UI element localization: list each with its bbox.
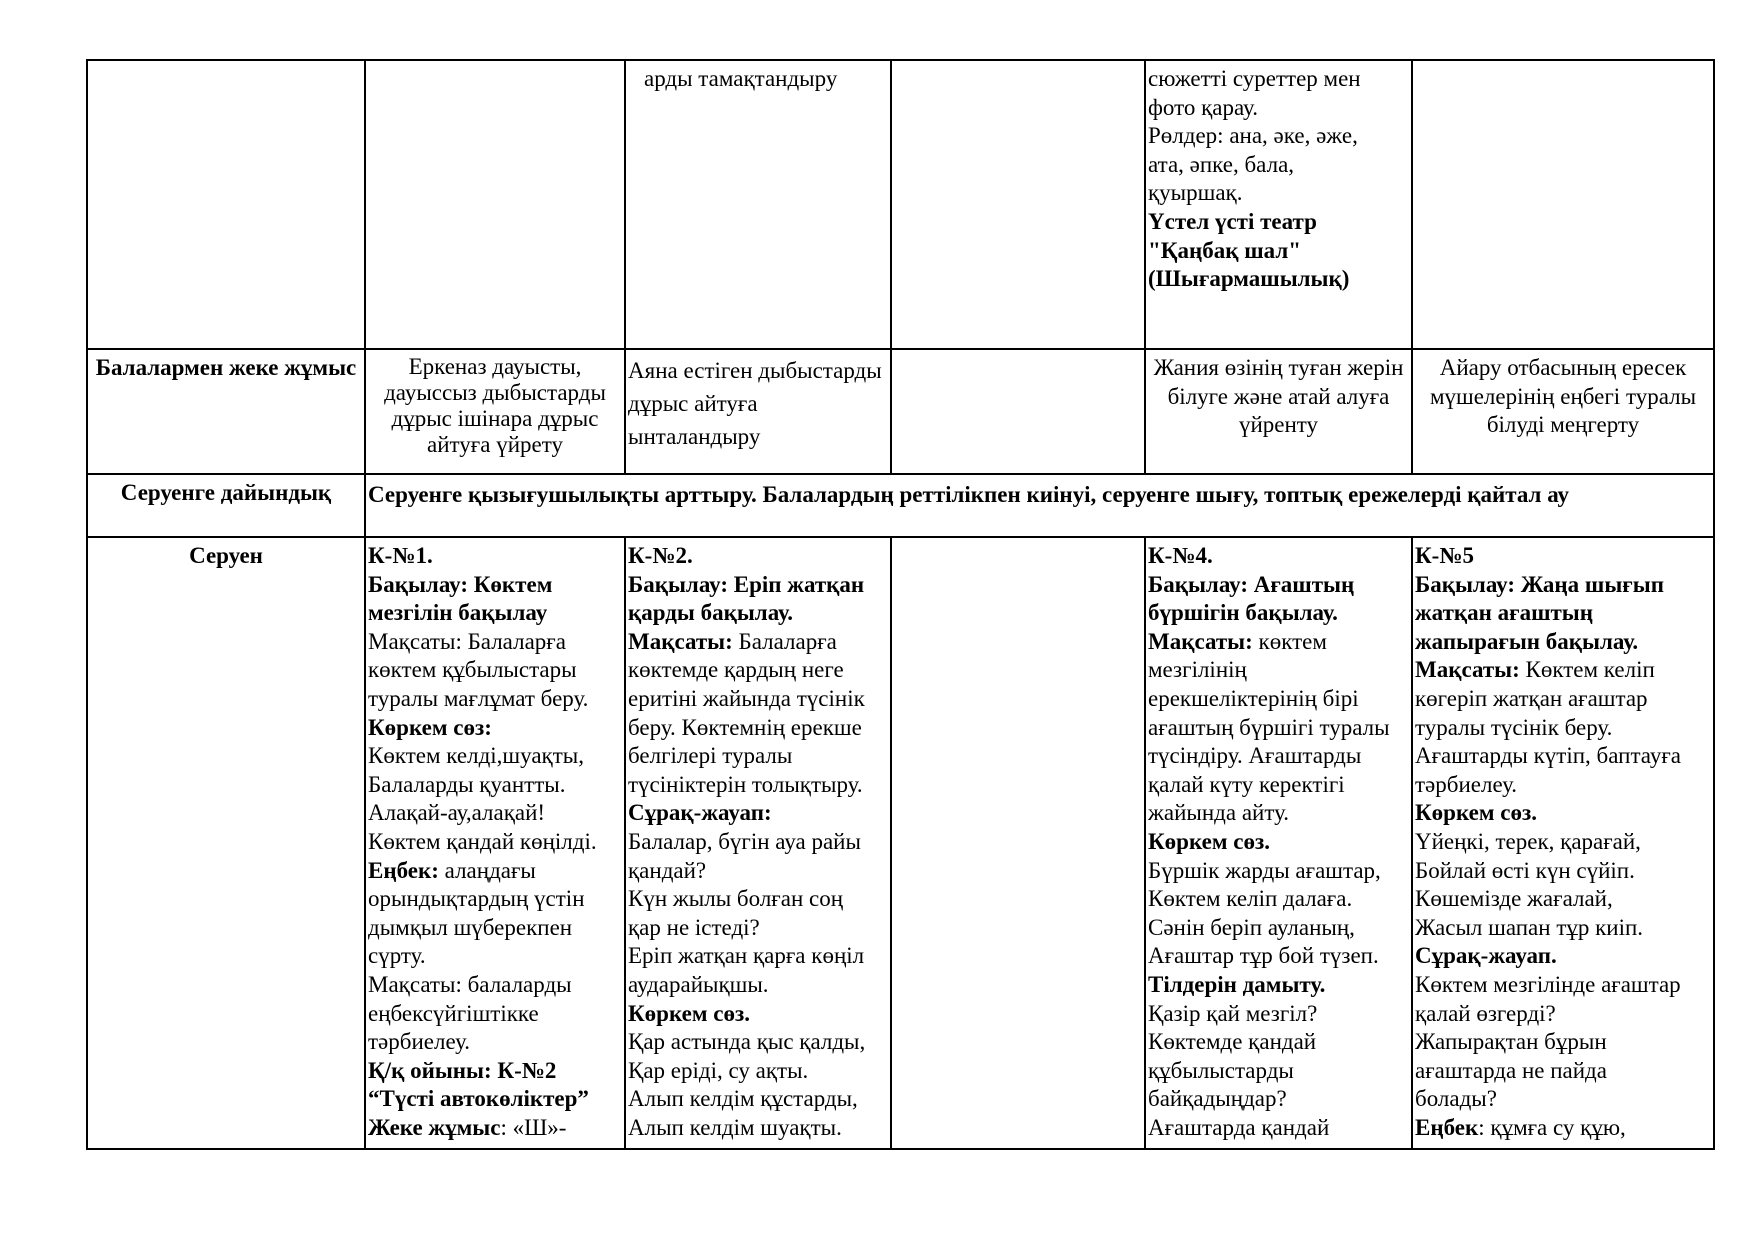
text-segment: Ағаштарды күтіп, баптауға — [1415, 743, 1681, 769]
text-line — [1148, 599, 1409, 628]
text-line — [628, 1114, 888, 1143]
text-line — [1415, 685, 1711, 714]
text-line — [368, 1114, 622, 1143]
plan-table — [86, 59, 1715, 1150]
row4-cell-3 — [625, 537, 891, 1149]
text-segment: ағаштың бүршігі туралы — [1148, 714, 1390, 740]
text-line — [628, 885, 888, 914]
bold-segment: К-№4. — [1148, 543, 1213, 568]
row1-cell-3 — [625, 60, 891, 349]
text-line — [1148, 685, 1409, 714]
text-line — [1148, 656, 1409, 685]
text-line — [1148, 571, 1409, 600]
text-segment: Ағаштарда қандай — [1148, 1114, 1330, 1140]
table-row — [87, 474, 1714, 537]
text-line — [368, 771, 622, 800]
text-segment: еңбексүйгіштікке — [368, 1000, 539, 1026]
text-line — [628, 857, 888, 886]
text-segment: Қазір қай мезгіл? — [1148, 1000, 1318, 1026]
text-segment: Алақай-ау,алақай! — [368, 800, 546, 826]
text-line — [628, 656, 888, 685]
text-line — [1415, 714, 1711, 743]
text-line — [628, 1028, 888, 1057]
row3-merged-cell: Серуенге қызығушылықты арттыру. Балалардың реттілікпен киінуі, серуенге шығу, топтық ережелерді қайтал ау — [365, 474, 1714, 537]
text-segment: белгілері туралы — [628, 743, 793, 769]
text-line — [1415, 542, 1711, 571]
row2-cell-5: Жания өзінің туған жерін білуге және атай алуға үйренту — [1145, 349, 1412, 474]
text-line — [1415, 885, 1711, 914]
text-line — [1148, 942, 1409, 971]
text-segment: Үйеңкі, терек, қарағай, — [1415, 828, 1641, 854]
text-line — [1415, 571, 1711, 600]
text-segment: Күн жылы болған соң — [628, 886, 844, 912]
row1-cell-1 — [87, 60, 365, 349]
text-segment: Көктем келді,шуақты, — [368, 743, 584, 769]
text-segment: қалай өзгерді? — [1415, 1000, 1556, 1026]
text-segment: ағаштарда не пайда — [1415, 1057, 1607, 1083]
text-segment: : құмға су құю, — [1478, 1114, 1626, 1140]
text-line — [628, 799, 888, 828]
text-segment: Мақсаты: Балаларға — [368, 628, 566, 654]
text-line — [1148, 1085, 1409, 1114]
text-segment: орындықтардың үстін — [368, 886, 585, 912]
text-line: фото қарау. — [1148, 94, 1258, 120]
text-line — [1148, 1114, 1409, 1143]
text-line — [1415, 742, 1711, 771]
text-segment: құбылыстарды — [1148, 1057, 1294, 1083]
text-line — [368, 571, 622, 600]
table-row — [87, 349, 1714, 474]
row-label-individual-work: Балалармен жеке жұмыс — [87, 349, 365, 474]
text-segment: Алып келдім құстарды, — [628, 1086, 858, 1112]
text-segment: Мақсаты: балаларды — [368, 971, 572, 997]
bold-segment: Бақылау: Жаңа шығып — [1415, 571, 1664, 597]
text-line — [368, 828, 622, 857]
row1-cell-3-text: арды тамақтандыру — [644, 66, 838, 91]
text-line: Үстел үсті театр — [1148, 208, 1317, 234]
text-line — [628, 828, 888, 857]
text-segment: Балаларды қуантты. — [368, 771, 566, 797]
bold-segment: Бақылау: Еріп жатқан — [628, 571, 865, 597]
text-segment: туралы түсінік беру. — [1415, 714, 1613, 740]
text-segment: Қар астында қыс қалды, — [628, 1029, 866, 1055]
text-line: "Қаңбақ шал" — [1148, 237, 1301, 263]
text-segment: тәрбиелеу. — [1415, 771, 1518, 797]
text-line — [368, 799, 622, 828]
bold-segment: Еңбек: — [368, 857, 439, 883]
text-line — [628, 571, 888, 600]
text-line — [1415, 914, 1711, 943]
bold-segment: К-№2. — [628, 543, 693, 568]
text-line — [1148, 914, 1409, 943]
text-line — [1148, 799, 1409, 828]
text-line — [1148, 828, 1409, 857]
text-line — [368, 685, 622, 714]
row1-cell-5 — [1145, 60, 1412, 349]
bold-segment: Тілдерін дамыту. — [1148, 971, 1326, 997]
text-segment: Балаларға — [732, 628, 837, 654]
text-line — [628, 628, 888, 657]
bold-segment: Мақсаты: — [1415, 657, 1520, 683]
text-line: ата, әпке, бала, — [1148, 151, 1295, 177]
bold-segment: Сұрақ-жауап: — [628, 800, 772, 826]
text-segment: Ағаштар тұр бой түзеп. — [1148, 943, 1379, 969]
bold-segment: “Түсті автокөліктер” — [368, 1086, 589, 1112]
text-line — [368, 656, 622, 685]
text-line — [1415, 1028, 1711, 1057]
bold-segment: Бақылау: Ағаштың — [1148, 571, 1355, 597]
text-line — [628, 771, 888, 800]
bold-segment: мезгілін бақылау — [368, 600, 548, 626]
text-line — [1415, 628, 1711, 657]
text-line — [368, 1000, 622, 1029]
text-line — [368, 599, 622, 628]
text-line — [1415, 656, 1711, 685]
text-line — [1148, 771, 1409, 800]
text-segment: Көктем келіп далаға. — [1148, 886, 1353, 912]
bold-segment: Көркем сөз. — [628, 1000, 750, 1026]
text-segment: қалай күту керектігі — [1148, 771, 1345, 797]
text-line: қуыршақ. — [1148, 180, 1243, 206]
bold-segment: Сұрақ-жауап. — [1415, 943, 1557, 969]
text-line — [628, 599, 888, 628]
text-line — [1148, 542, 1409, 571]
text-line — [1415, 599, 1711, 628]
table-row — [87, 60, 1714, 349]
text-line — [368, 1057, 622, 1086]
text-segment: аударайықшы. — [628, 971, 769, 997]
text-segment: туралы мағлұмат беру. — [368, 685, 589, 711]
text-segment: Көшемізде жағалай, — [1415, 886, 1613, 912]
text-line — [1415, 771, 1711, 800]
text-line — [628, 542, 888, 571]
bold-segment: жапырағын бақылау. — [1415, 628, 1639, 654]
text-line — [1148, 742, 1409, 771]
text-line — [1148, 714, 1409, 743]
text-segment: ерекшеліктерінің бірі — [1148, 685, 1359, 711]
row2-cell-6: Айару отбасының ересек мүшелерінің еңбегі туралы білуді меңгерту — [1412, 349, 1714, 474]
text-segment: мезгілінің — [1148, 657, 1247, 683]
bold-segment: Көркем сөз: — [368, 714, 492, 740]
row1-cell-6 — [1412, 60, 1714, 349]
text-line — [1148, 1057, 1409, 1086]
text-segment: Көктем мезгілінде ағаштар — [1415, 971, 1681, 997]
text-line — [628, 742, 888, 771]
row1-cell-2 — [365, 60, 625, 349]
text-segment: дымқыл шүберекпен — [368, 914, 573, 940]
text-line — [368, 885, 622, 914]
text-line — [628, 971, 888, 1000]
text-line — [628, 1000, 888, 1029]
bold-segment: Жеке жұмыс — [368, 1114, 501, 1140]
text-segment: Бойлай өсті күн сүйіп. — [1415, 857, 1635, 883]
text-line — [368, 857, 622, 886]
bold-segment: Еңбек — [1415, 1114, 1479, 1140]
row2-cell-4 — [891, 349, 1145, 474]
text-segment: беру. Көктемнің ерекше — [628, 714, 862, 740]
row-label-walk: Серуен — [87, 537, 365, 1149]
row4-cell-2 — [365, 537, 625, 1149]
bold-segment: Көркем сөз. — [1415, 800, 1537, 826]
bold-segment: Мақсаты: — [1148, 628, 1253, 654]
text-segment: қар не істеді? — [628, 914, 760, 940]
text-line: Рөлдер: ана, әке, әже, — [1148, 123, 1358, 149]
text-segment: Көктем қандай көңілді. — [368, 828, 597, 854]
bold-segment: Бақылау: Көктем — [368, 571, 553, 597]
text-line — [1415, 828, 1711, 857]
row1-cell-4 — [891, 60, 1145, 349]
text-line — [368, 1028, 622, 1057]
text-line — [1415, 971, 1711, 1000]
text-line: сюжетті суреттер мен — [1148, 66, 1361, 91]
table-row — [87, 537, 1714, 1149]
bold-segment: Қ/қ ойыны: К-№2 — [368, 1057, 557, 1083]
bold-segment: Мақсаты: — [628, 628, 733, 654]
bold-segment: К-№5 — [1415, 543, 1474, 568]
bold-segment: жатқан ағаштың — [1415, 600, 1594, 626]
text-line — [368, 942, 622, 971]
text-line — [368, 742, 622, 771]
text-line: (Шығармашылық) — [1148, 266, 1350, 292]
text-segment: Жапырақтан бұрын — [1415, 1029, 1607, 1055]
text-segment: көктем құбылыстары — [368, 657, 577, 683]
text-segment: Қар еріді, су ақты. — [628, 1057, 809, 1083]
text-line — [1148, 885, 1409, 914]
text-line — [368, 1085, 622, 1114]
text-segment: көгеріп жатқан ағаштар — [1415, 685, 1648, 711]
text-segment: алаңдағы — [438, 857, 536, 883]
text-line — [1415, 942, 1711, 971]
text-segment: сүрту. — [368, 943, 426, 969]
text-line — [1148, 1028, 1409, 1057]
text-line — [1415, 1085, 1711, 1114]
text-line — [1415, 1114, 1711, 1143]
text-segment: Көктем келіп — [1519, 657, 1655, 683]
text-segment: : «Ш»- — [500, 1114, 567, 1140]
text-line — [1148, 857, 1409, 886]
text-segment: Еріп жатқан қарға көңіл — [628, 943, 865, 969]
text-segment: тәрбиелеу. — [368, 1029, 471, 1055]
text-line — [628, 1085, 888, 1114]
text-segment: Алып келдім шуақты. — [628, 1114, 842, 1140]
text-segment: Сәнін беріп ауланың, — [1148, 914, 1355, 940]
text-segment: Бүршік жарды ағаштар, — [1148, 857, 1381, 883]
text-line — [1415, 857, 1711, 886]
text-line — [1148, 628, 1409, 657]
text-segment: көктемде қардың неге — [628, 657, 844, 683]
text-segment: Балалар, бүгін ауа райы — [628, 828, 861, 854]
text-line — [1148, 1000, 1409, 1029]
text-line — [628, 942, 888, 971]
text-line — [1148, 971, 1409, 1000]
text-line — [368, 542, 622, 571]
text-segment: байқадыңдар? — [1148, 1086, 1287, 1112]
text-segment: жайында айту. — [1148, 800, 1290, 826]
text-line — [628, 914, 888, 943]
text-line — [628, 714, 888, 743]
text-line — [1415, 1057, 1711, 1086]
text-line — [628, 1057, 888, 1086]
text-line — [368, 971, 622, 1000]
text-segment: еритіні жайында түсінік — [628, 685, 865, 711]
bold-segment: Көркем сөз. — [1148, 828, 1270, 854]
row4-cell-6 — [1412, 537, 1714, 1149]
text-line — [368, 914, 622, 943]
text-segment: Жасыл шапан тұр киіп. — [1415, 914, 1644, 940]
row2-cell-2: Еркеназ дауысты, дауыссыз дыбыстарды дұрыс ішінара дұрыс айтуға үйрету — [365, 349, 625, 474]
text-segment: Көктемде қандай — [1148, 1029, 1317, 1055]
text-segment: түсініктерін толықтыру. — [628, 771, 863, 797]
bold-segment: К-№1. — [368, 543, 433, 568]
text-line — [368, 628, 622, 657]
text-line — [368, 714, 622, 743]
bold-segment: қарды бақылау. — [628, 600, 793, 626]
text-line — [1415, 1000, 1711, 1029]
text-segment: көктем — [1252, 628, 1327, 654]
text-segment: түсіндіру. Ағаштарды — [1148, 743, 1362, 769]
bold-segment: бүршігін бақылау. — [1148, 600, 1338, 626]
text-line — [628, 685, 888, 714]
row-label-walk-preparation: Серуенге дайындық — [87, 474, 365, 537]
text-line — [1415, 799, 1711, 828]
text-segment: қандай? — [628, 857, 707, 883]
row2-cell-3: Аяна естіген дыбыстарды дұрыс айтуға ынталандыру — [625, 349, 891, 474]
row4-cell-5 — [1145, 537, 1412, 1149]
row4-cell-4 — [891, 537, 1145, 1149]
text-segment: болады? — [1415, 1086, 1497, 1112]
